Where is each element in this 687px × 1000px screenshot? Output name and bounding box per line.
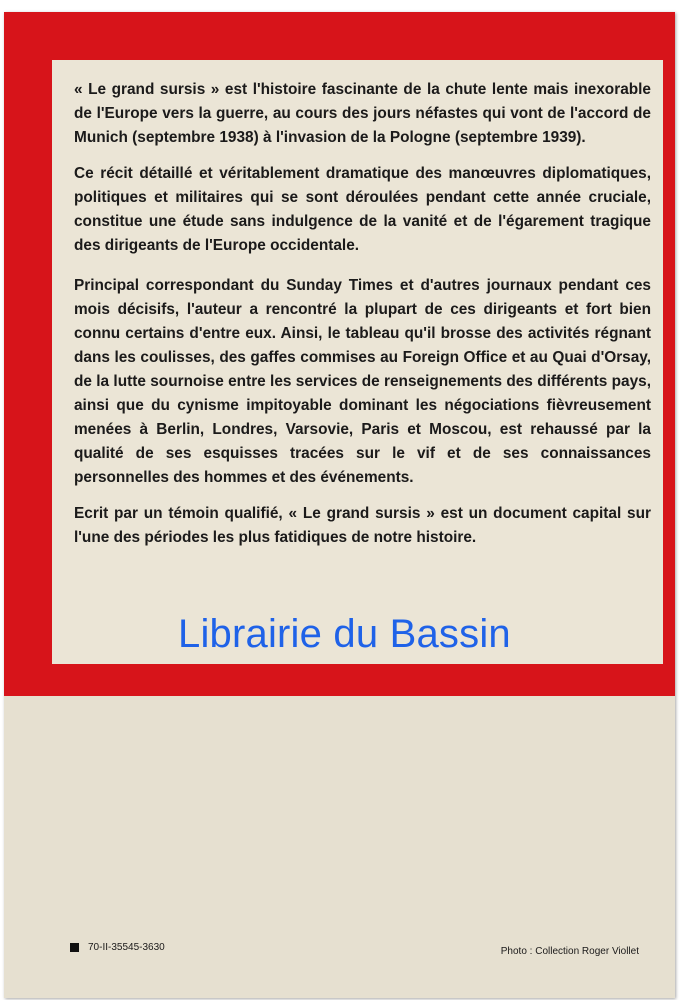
bookshop-watermark: Librairie du Bassin [178,612,511,656]
blurb-paragraph-2: Ce récit détaillé et véritablement dramatique des manœuvres diplomatiques, politiques et militaires qui se sont déroulées pendant cette année cruciale, constitue une étude sans indulgence de la vanité et de l'égarement tragique des dirigeants de l'Europe occidentale. [74,165,651,254]
blurb-paragraph-1: « Le grand sursis » est l'histoire fascinante de la chute lente mais inexorable de l'Europe vers la guerre, au cours des jours néfastes qui vont de l'accord de Munich (septembre 1938) à l'invasion de la Pologne (septembre 1939). [74,81,651,146]
photo-credit: Photo : Collection Roger Viollet [500,946,639,957]
black-square-icon [70,943,79,952]
isbn-code: 70-II-35545-3630 [88,942,165,953]
blurb-paragraph-4: Ecrit par un témoin qualifié, « Le grand sursis » est un document capital sur l'une des périodes les plus fatidiques de notre histoire. [74,505,651,546]
blurb-paragraph-3: Principal correspondant du Sunday Times et d'autres journaux pendant ces mois décisifs, l'auteur a rencontré la plupart de ces dirigeants et fort bien connu certains d'entre eux. Ainsi, le tableau qu'il brosse des activités régnant dans les coulisses, des gaffes commises au Foreign Office et au Quai d'Orsay, de la lutte sournoise entre les services de renseignements des différents pays, ainsi que du cynisme impitoyable dominant les négociations fièvreusement menées à Berlin, Londres, Varsovie, Paris et Moscou, est rehaussé par la qualité de ses esquisses tracées sur le vif et de ses connaissances personnelles des hommes et des événements. [74,277,651,486]
blurb-panel [52,60,663,664]
isbn-line [70,942,165,953]
